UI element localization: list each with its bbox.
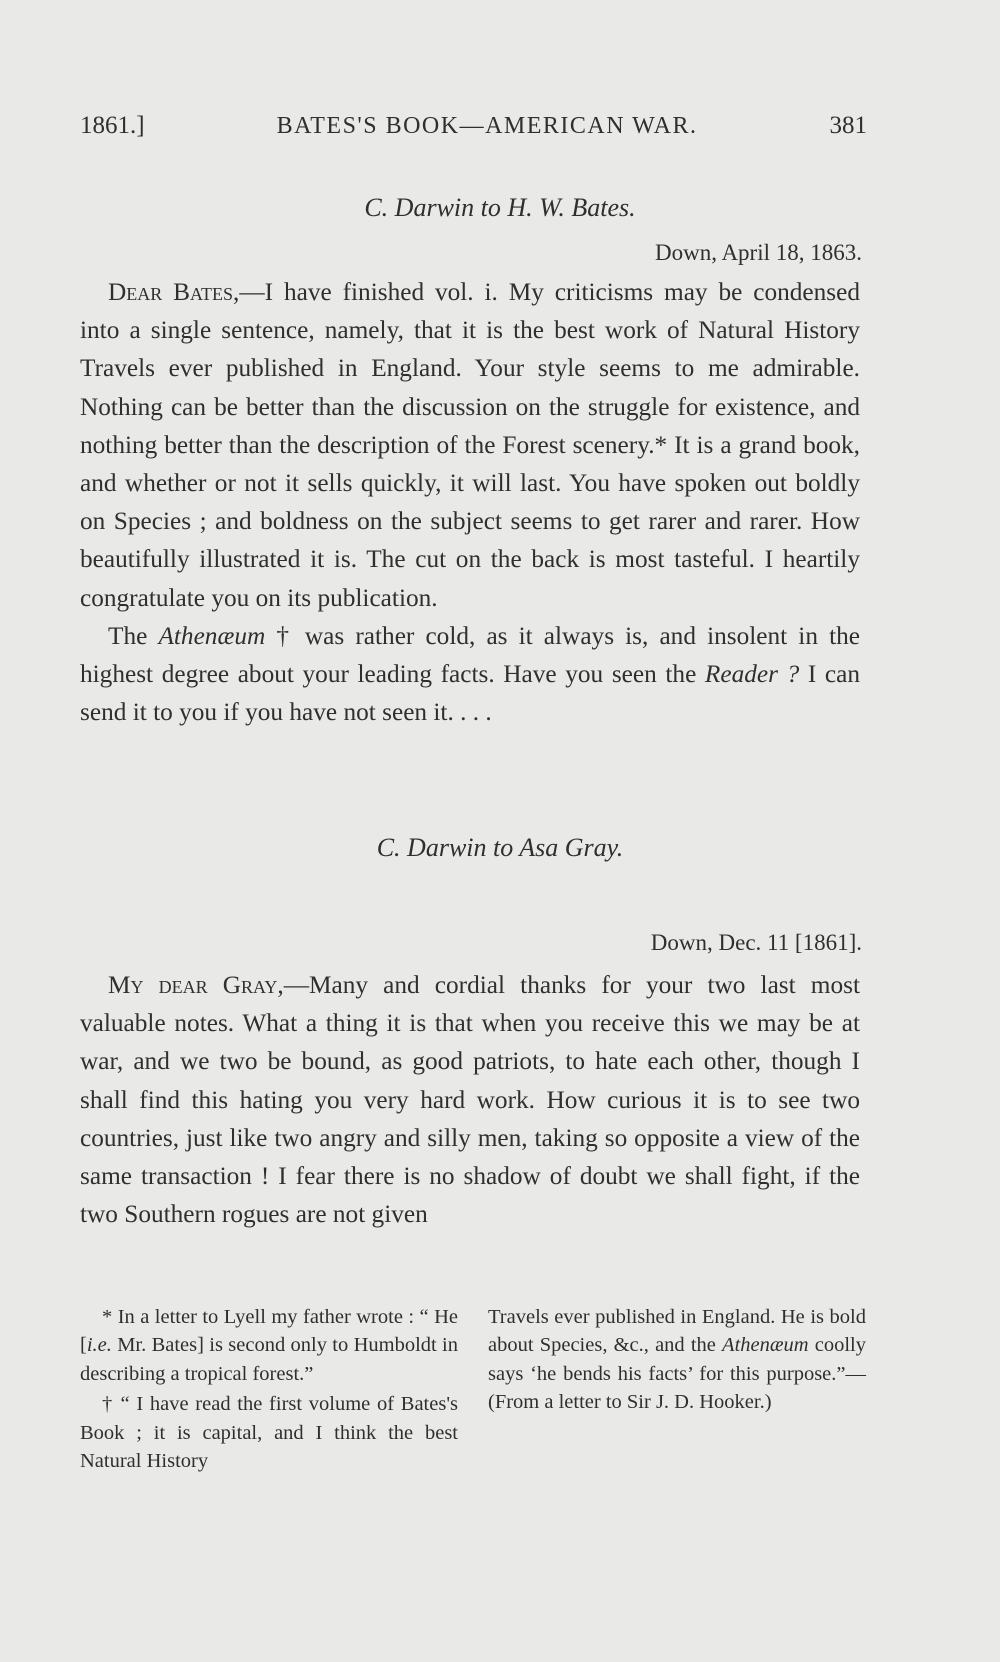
paragraph — [80, 966, 860, 1233]
letter-heading-bates: C. Darwin to H. W. Bates. — [364, 193, 636, 222]
footnote-2-continued — [488, 1303, 866, 1417]
paragraph — [80, 273, 860, 617]
footnote-text: Athenæum — [722, 1334, 809, 1357]
footnote-text: Mr. Bates] is second only to Humboldt in describing a tropical forest.” — [80, 1334, 458, 1385]
footnote-text: i.e. — [86, 1334, 112, 1357]
salutation-gray: My dear Gray, — [108, 971, 284, 999]
footnote-column-left — [80, 1303, 458, 1475]
footnote-text: coolly says ‘he bends his facts’ for this purpose.”—(From a letter to Sir J. D. Hooker.) — [488, 1334, 866, 1414]
paragraph-text: —Many and cordial thanks for your two last most valuable notes. What a thing it is that when you receive this we may be at war, and we two be bound, as good patriots, to hate each other, though I shall find this hating you very hard work. How curious it is to see two countries, just like two angry and silly men, taking so opposite a view of the same transaction ! I fear there is no shadow of doubt we shall fight, if the two Southern rogues are not given — [80, 971, 860, 1229]
paragraph-text: I can send it to you if you have not seen it. . . . — [80, 660, 861, 727]
paragraph-text: The — [108, 621, 159, 650]
page-number: 381 — [829, 112, 867, 139]
footnote-text: * In a letter to Lyell my father wrote : “ He [ — [80, 1306, 458, 1357]
paragraph-text: † was rather cold, as it always is, and insolent in the highest degree about your leading facts. Have you seen the — [80, 621, 860, 689]
athenaeum-title: Athenæum — [158, 621, 266, 650]
dateline-gray: Down, Dec. 11 [1861]. — [650, 930, 862, 955]
footnote-text: Travels ever published in England. He is bold about Species, &c., and the — [488, 1306, 866, 1357]
salutation-bates: Dear Bates, — [108, 278, 240, 306]
letter-body-bates — [80, 273, 860, 731]
footnote-2: † “ I have read the first volume of Bates's Book ; it is capital, and I think the best Natural History — [80, 1393, 458, 1473]
footnote-column-right — [488, 1303, 866, 1475]
running-head-title: BATES'S BOOK—AMERICAN WAR. — [276, 113, 698, 139]
paragraph — [80, 617, 860, 732]
letter-heading-gray: C. Darwin to Asa Gray. — [376, 833, 624, 862]
running-head — [80, 112, 867, 140]
footnotes — [80, 1303, 866, 1475]
running-head-year: 1861.] — [80, 112, 145, 139]
reader-title: Reader ? — [704, 660, 800, 689]
paragraph-text: —I have finished vol. i. My criticisms may be condensed into a single sentence, namely, that it is the best work of Natural History Travels ever published in England. Your style seems to me admirable. Nothing can be better than the discussion on the struggle for existence, and nothing better than the description of the Forest scenery.* It is a grand book, and whether or not it sells quickly, it will last. You have spoken out boldly on Species ; and boldness on the subject seems to get rarer and rarer. How beautifully illustrated it is. The cut on the back is most tasteful. I heartily congratulate you on its publication. — [80, 278, 861, 612]
dateline-bates: Down, April 18, 1863. — [655, 240, 862, 265]
footnote-1 — [80, 1303, 458, 1388]
letter-body-gray — [80, 966, 860, 1233]
